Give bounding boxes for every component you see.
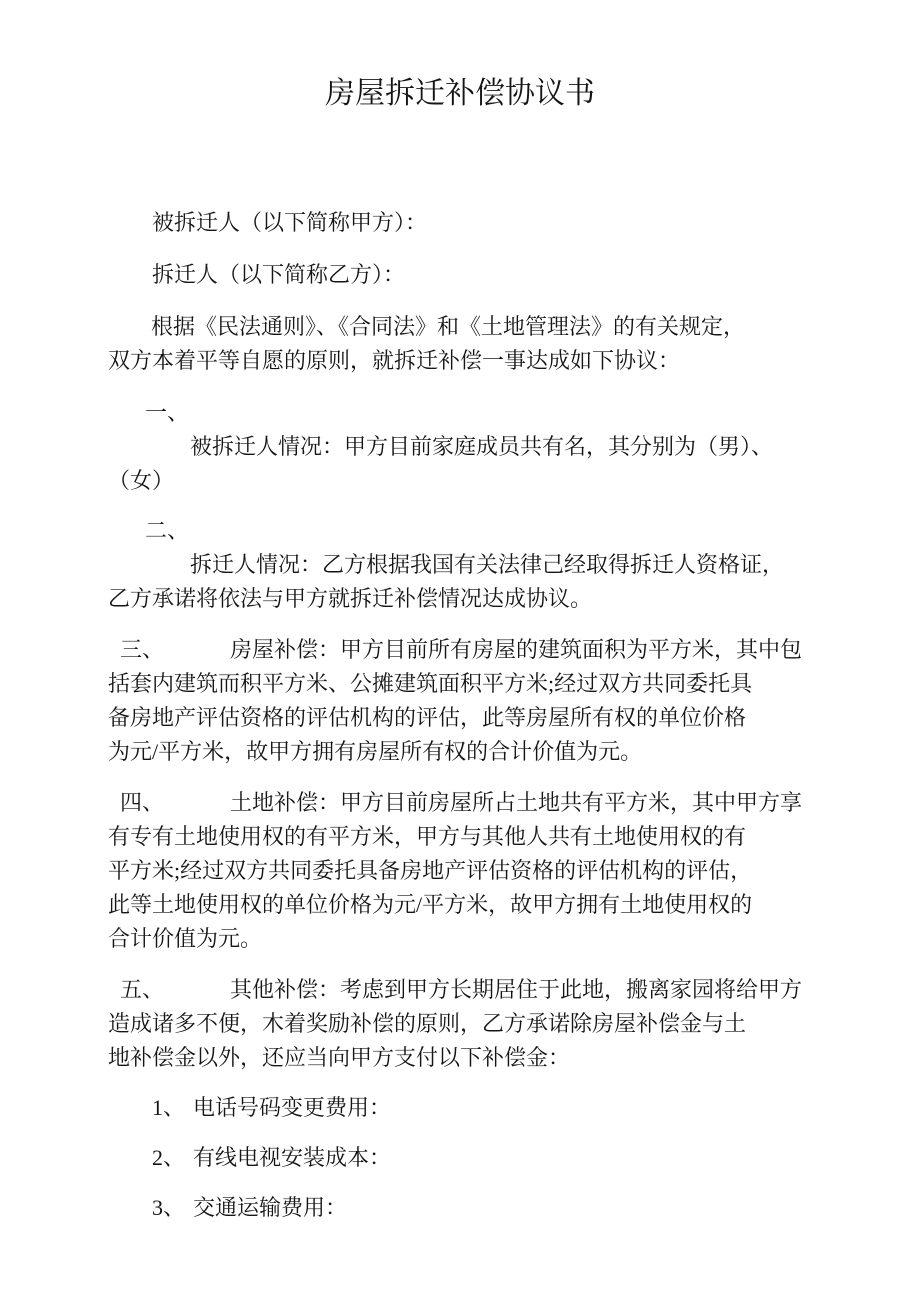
clause-3-number: 三、	[120, 637, 165, 662]
document-title: 房屋拆迁补偿协议书	[325, 77, 595, 110]
party-b-line: 拆迁人（以下简称乙方）：	[152, 262, 406, 287]
preamble-line-1: 根据《民法通则》、《合同法》和《土地管理法》的有关规定，	[151, 314, 746, 339]
clause-2-number: 二、	[145, 518, 190, 543]
preamble-line-2: 双方本着平等自愿的原则，就拆迁补偿一事达成如下协议：	[108, 348, 681, 373]
clause-4-line-5: 合计价值为元。	[108, 926, 263, 951]
clause-5-number: 五、	[120, 977, 165, 1002]
clause-3-heading-text: 房屋补偿：甲方目前所有房屋的建筑面积为平方米，其中包	[230, 637, 803, 662]
clause-4-line-4: 此等土地使用权的单位价格为元/平方米，故甲方拥有土地使用权的	[108, 892, 753, 917]
clause-4-line-2: 有专有土地使用权的有平方米，甲方与其他人共有土地使用权的有	[108, 824, 747, 849]
clause-2-line-1: 拆迁人情况：乙方根据我国有关法律己经取得拆迁人资格证，	[190, 552, 785, 577]
clause-4-heading-text: 土地补偿：甲方目前房屋所占土地共有平方米，其中甲方享	[230, 790, 803, 815]
clause-5-line-2: 造成诸多不便，木着奖励补偿的原则，乙方承诺除房屋补偿金与土	[108, 1011, 747, 1036]
fee-1-number: 1、	[152, 1095, 186, 1120]
fee-3-number: 3、	[152, 1195, 186, 1220]
clause-3-line-3: 备房地产评估资格的评估机构的评估，此等房屋所有权的单位价格	[108, 705, 747, 730]
fee-2-label: 有线电视安装成本：	[193, 1145, 392, 1170]
clause-3-line-4: 为元/平方米，故甲方拥有房屋所有权的合计价值为元。	[108, 739, 643, 764]
clause-5-line-3: 地补偿金以外，还应当向甲方支付以下补偿金：	[108, 1045, 571, 1070]
clause-1-number: 一、	[145, 400, 190, 425]
clause-3-line-1	[120, 633, 802, 667]
fee-item-1	[152, 1091, 391, 1125]
fee-2-number: 2、	[152, 1145, 186, 1170]
clause-4-number: 四、	[120, 790, 165, 815]
clause-1-line-2: （女）	[108, 468, 175, 493]
clause-3-line-2: 括套内建筑而积平方米、公摊建筑面积平方米;经过双方共同委托具	[108, 671, 753, 696]
clause-2-line-2: 乙方承诺将依法与甲方就拆迁补偿情况达成协议。	[108, 586, 593, 611]
fee-item-3	[152, 1191, 347, 1225]
clause-5-line-1	[120, 973, 802, 1007]
fee-3-label: 交通运输费用：	[193, 1195, 348, 1220]
clause-4-line-1	[120, 786, 802, 820]
fee-1-label: 电话号码变更费用：	[193, 1095, 392, 1120]
clause-4-line-3: 平方米;经过双方共同委托具备房地产评估资格的评估机构的评估，	[108, 858, 753, 883]
clause-1-line-1: 被拆迁人情况：甲方目前家庭成员共有名，其分别为（男）、	[190, 434, 774, 459]
clause-5-heading-text: 其他补偿：考虑到甲方长期居住于此地，搬离家园将给甲方	[230, 977, 803, 1002]
party-a-line: 被拆迁人（以下简称甲方）：	[152, 210, 428, 235]
fee-item-2	[152, 1141, 391, 1175]
